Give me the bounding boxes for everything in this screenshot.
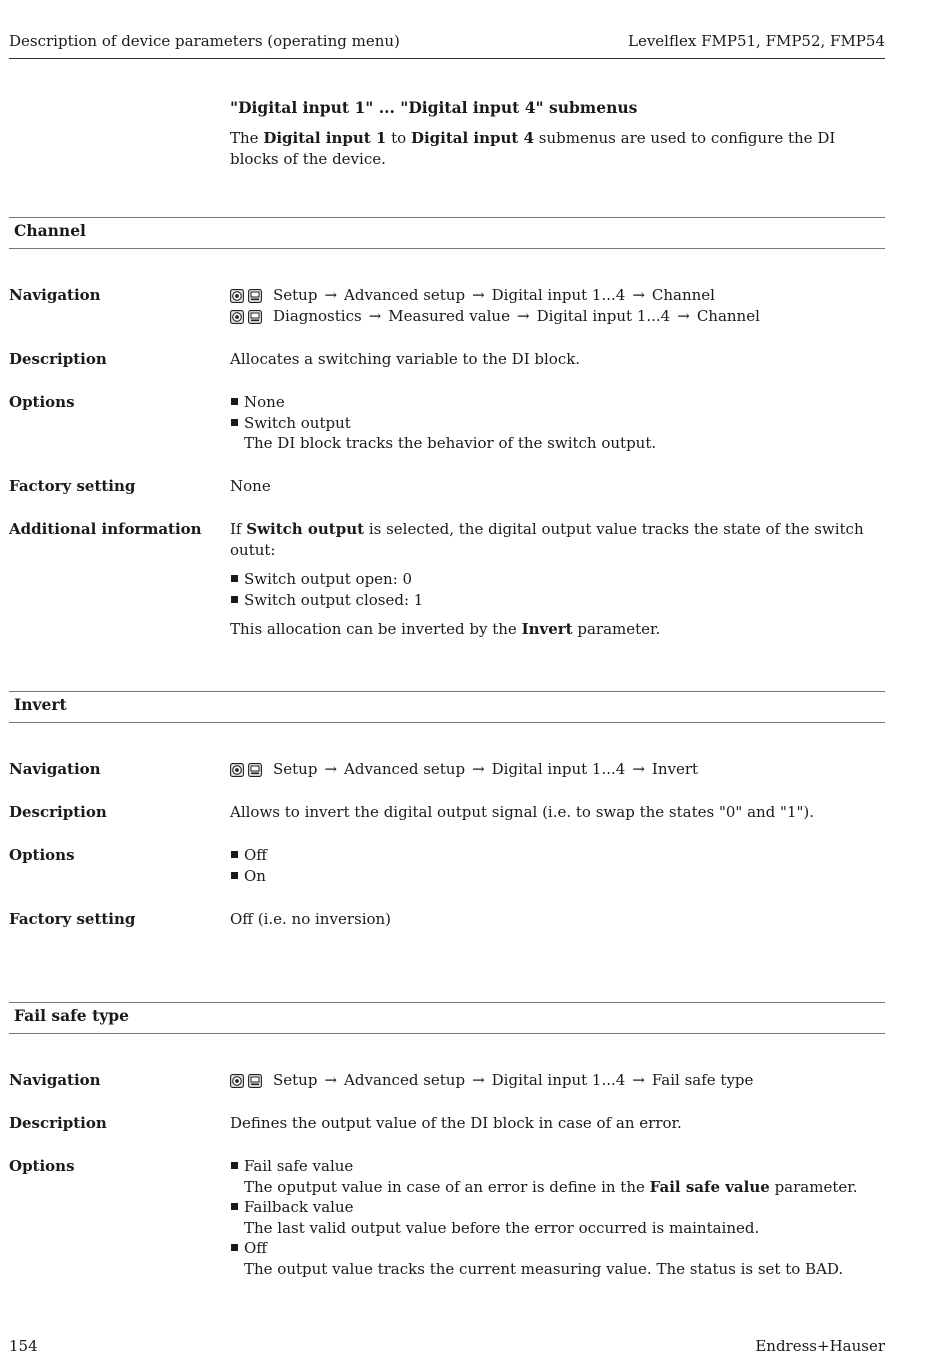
option-item: Switch output The DI block tracks the behavior of the switch output.: [230, 413, 870, 454]
arrow-right-icon: →: [324, 1071, 338, 1090]
navigation-icons: [230, 763, 262, 777]
factory-setting-label: Factory setting: [9, 910, 136, 928]
navigation-step: Digital input 1...4: [536, 307, 671, 326]
display-icon: [248, 1074, 262, 1088]
arrow-right-icon: →: [677, 307, 690, 326]
factory-setting-label: Factory setting: [9, 477, 136, 495]
navigation-step: Advanced setup: [344, 1071, 466, 1090]
section-title-invert: Invert: [14, 695, 67, 714]
option-item: None: [230, 392, 870, 413]
arrow-right-icon: →: [472, 760, 485, 779]
info-item: Switch output closed: 1: [230, 590, 870, 611]
options-label: Options: [9, 393, 75, 411]
arrow-right-icon: →: [472, 1071, 485, 1090]
navigation-path: [230, 285, 870, 306]
navigation-step: Digital input 1...4: [491, 286, 626, 305]
navigation-step: Digital input 1...4: [491, 760, 626, 779]
navigation-paths: [230, 285, 870, 327]
option-item: Failback value The last valid output value before the error occurred is maintained.: [230, 1197, 870, 1238]
description-text: Allocates a switching variable to the DI block.: [230, 350, 581, 368]
navigation-path: [230, 1070, 870, 1091]
section-rule-top: [9, 217, 885, 218]
navigation-step: Channel: [696, 307, 760, 326]
option-description: The output value tracks the current measuring value. The status is set to BAD.: [244, 1259, 844, 1278]
navigation-label: Navigation: [9, 760, 101, 778]
operating-icon: [230, 289, 244, 303]
navigation-step: Setup: [273, 760, 318, 779]
arrow-right-icon: →: [516, 307, 530, 326]
page-number: 154: [9, 1337, 38, 1355]
option-item: Fail safe value The oputput value in case of an error is define in the Fail safe value parameter.: [230, 1156, 870, 1197]
option-description: The last valid output value before the error occurred is maintained.: [244, 1218, 760, 1237]
description-label: Description: [9, 350, 107, 368]
navigation-step: Measured value: [388, 307, 510, 326]
operating-icon: [230, 310, 244, 324]
navigation-paths: [230, 1070, 870, 1091]
arrow-right-icon: →: [632, 1071, 645, 1090]
operating-icon: [230, 763, 244, 777]
options-label: Options: [9, 846, 75, 864]
factory-setting-value: None: [230, 477, 271, 495]
arrow-right-icon: →: [472, 286, 485, 305]
navigation-icons: [230, 1074, 262, 1088]
section-rule-top: [9, 1002, 885, 1003]
factory-setting-value: Off (i.e. no inversion): [230, 910, 392, 928]
arrow-right-icon: →: [632, 760, 645, 779]
arrow-right-icon: →: [632, 286, 645, 305]
options-label: Options: [9, 1157, 75, 1175]
operating-icon: [230, 1074, 244, 1088]
section-title-fail-safe-type: Fail safe type: [14, 1006, 129, 1025]
navigation-step: Diagnostics: [273, 307, 362, 326]
arrow-right-icon: →: [324, 286, 338, 305]
header-right: Levelflex FMP51, FMP52, FMP54: [627, 32, 885, 50]
description-label: Description: [9, 803, 107, 821]
display-icon: [248, 763, 262, 777]
header-rule: [9, 58, 885, 59]
option-item: Off: [230, 845, 870, 866]
navigation-step: Channel: [651, 286, 715, 305]
options-list: [230, 392, 870, 454]
description-text: Defines the output value of the DI block in case of an error.: [230, 1114, 682, 1132]
section-title-channel: Channel: [14, 221, 86, 240]
intro-paragraph: The Digital input 1 to Digital input 4 submenus are used to configure the DI blocks of the device.: [230, 129, 836, 168]
additional-info-label: Additional information: [9, 520, 202, 538]
navigation-step: Fail safe type: [651, 1071, 754, 1090]
navigation-paths: [230, 759, 870, 780]
options-list: [230, 1156, 870, 1279]
header-left: Description of device parameters (operating menu): [9, 32, 400, 50]
option-item: Off The output value tracks the current measuring value. The status is set to BAD.: [230, 1238, 870, 1279]
navigation-step: Setup: [273, 1071, 318, 1090]
description-label: Description: [9, 1114, 107, 1132]
navigation-label: Navigation: [9, 286, 101, 304]
info-item: Switch output open: 0: [230, 569, 870, 590]
section-rule-bottom: [9, 722, 885, 723]
display-icon: [248, 310, 262, 324]
navigation-step: Setup: [273, 286, 318, 305]
navigation-icons: [230, 289, 262, 303]
navigation-label: Navigation: [9, 1071, 101, 1089]
option-description: The DI block tracks the behavior of the switch output.: [244, 434, 657, 452]
navigation-icons: [230, 310, 262, 324]
option-item: On: [230, 866, 870, 887]
arrow-right-icon: →: [368, 307, 382, 326]
section-rule-bottom: [9, 1033, 885, 1034]
submenu-heading: "Digital input 1" ... "Digital input 4" submenus: [230, 98, 638, 117]
navigation-step: Advanced setup: [344, 760, 466, 779]
description-text: Allows to invert the digital output signal (i.e. to swap the states "0" and "1").: [230, 803, 815, 821]
navigation-step: Digital input 1...4: [491, 1071, 626, 1090]
navigation-step: Invert: [651, 760, 699, 779]
navigation-step: Advanced setup: [344, 286, 466, 305]
additional-info-text: If Switch output is selected, the digital output value tracks the state of the switch outut: Switch output open: 0 Switch output closed: 1 This allocation can be inverted by the Invert parameter.: [230, 519, 870, 640]
navigation-path: [230, 306, 870, 327]
section-rule-top: [9, 691, 885, 692]
display-icon: [248, 289, 262, 303]
footer-brand: Endress+Hauser: [755, 1337, 885, 1355]
section-rule-bottom: [9, 248, 885, 249]
options-list: [230, 845, 870, 886]
option-description: The oputput value in case of an error is define in the Fail safe value parameter.: [244, 1177, 858, 1196]
arrow-right-icon: →: [324, 760, 338, 779]
navigation-path: [230, 759, 870, 780]
